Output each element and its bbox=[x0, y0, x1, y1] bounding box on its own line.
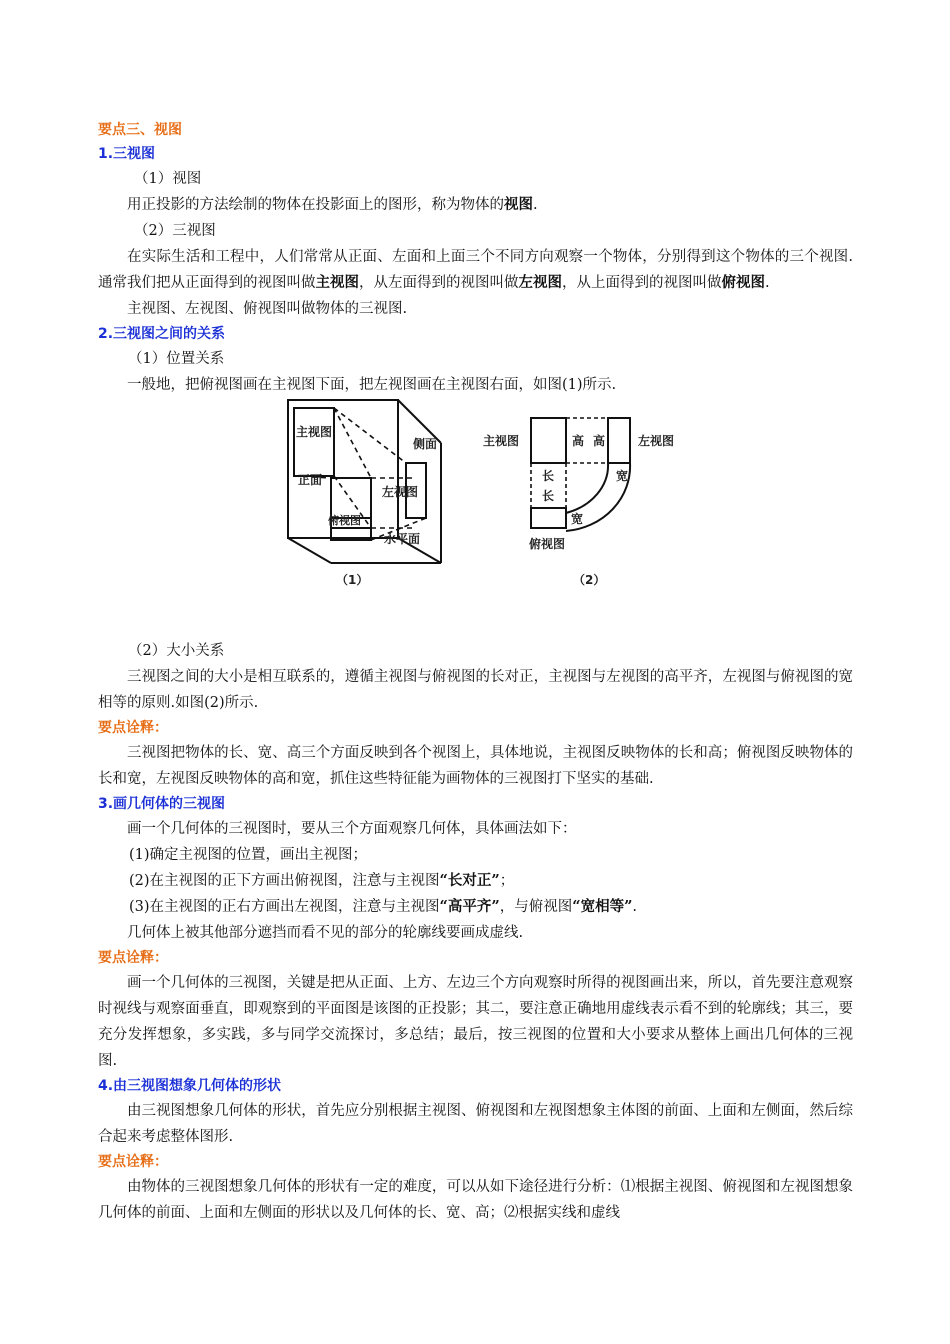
heading-draw-views: 3.画几何体的三视图 bbox=[98, 796, 226, 812]
three-views-summary: 主视图、左视图、俯视图叫做物体的三视图. bbox=[127, 301, 408, 317]
note-paragraph-1: 三视图把物体的长、宽、高三个方面反映到各个视图上，具体地说，主视图反映物体的长和高；俯视图反映物体的长和宽，左视图反映物体的高和宽，抓住这些特征能为画物体的三视图打下坚实的基础. bbox=[98, 745, 853, 787]
fig2-width-label-1: 宽 bbox=[616, 469, 629, 483]
imagine-paragraph: 由三视图想象几何体的形状，首先应分别根据主视图、俯视图和左视图想象主体图的前面、上面和左侧面，然后综合起来考虑整体图形. bbox=[98, 1103, 853, 1145]
section-title: 要点三、视图 bbox=[98, 122, 182, 138]
fig1-main-view-label: 主视图 bbox=[296, 425, 333, 439]
subheading-view: （1）视图 bbox=[134, 171, 202, 187]
note-paragraph-2: 画一个几何体的三视图，关键是把从正面、上方、左边三个方向观察时所得的视图画出来，所以，首先要注意观察时视线与观察面垂直，即观察到的平面图是该图的正投影；其二，要注意正确地用虚线表示看不到的轮廓线；其三，要充分发挥想象，多实践，多与同学交流探讨，多总结；最后，按三视图的位置和大小要求从整体上画出几何体的三视图. bbox=[98, 975, 853, 1069]
heading-three-views: 1.三视图 bbox=[98, 146, 156, 162]
subheading-position: （1）位置关系 bbox=[128, 351, 225, 367]
subheading-size: （2）大小关系 bbox=[128, 643, 225, 659]
draw-step-1: (1)确定主视图的位置，画出主视图； bbox=[129, 847, 368, 863]
subheading-three-views: （2）三视图 bbox=[134, 223, 216, 239]
fig2-length-label-2: 长 bbox=[542, 489, 555, 503]
fig1-horizontal-label: 水平面 bbox=[384, 532, 421, 546]
fig2-top-view-label: 俯视图 bbox=[529, 537, 566, 551]
figure-row bbox=[98, 398, 853, 638]
position-paragraph: 一般地，把俯视图画在主视图下面，把左视图画在主视图右面，如图(1)所示. bbox=[127, 377, 617, 393]
note-label-3: 要点诠释： bbox=[98, 1154, 168, 1170]
document-page bbox=[98, 118, 853, 1226]
fig2-width-label-2: 宽 bbox=[571, 512, 584, 526]
fig2-left-view-label: 左视图 bbox=[638, 434, 675, 448]
view-definition: 用正投影的方法绘制的物体在投影面上的图形，称为物体的视图. bbox=[127, 196, 538, 213]
size-paragraph: 三视图之间的大小是相互联系的，遵循主视图与俯视图的长对正，主视图与左视图的高平齐，左视图与俯视图的宽相等的原则.如图(2)所示. bbox=[98, 669, 853, 711]
fig2-height-label-1: 高 bbox=[572, 434, 585, 448]
fig2-main-view-label: 主视图 bbox=[483, 434, 520, 448]
fig1-left-view-label: 左视图 bbox=[382, 485, 419, 499]
heading-relations: 2.三视图之间的关系 bbox=[98, 326, 226, 342]
figure-1 bbox=[286, 398, 466, 588]
fig2-length-label-1: 长 bbox=[542, 469, 555, 483]
fig1-side-label: 侧面 bbox=[413, 437, 438, 451]
fig2-caption: （2） bbox=[573, 573, 606, 587]
note-label-2: 要点诠释： bbox=[98, 950, 168, 966]
fig2-height-label-2: 高 bbox=[593, 434, 606, 448]
note-paragraph-3: 由物体的三视图想象几何体的形状有一定的难度，可以从如下途径进行分析：⑴根据主视图、俯视图和左视图想象几何体的前面、上面和左侧面的形状以及几何体的长、宽、高；⑵根据实线和虚线 bbox=[98, 1179, 853, 1221]
note-label-1: 要点诠释： bbox=[98, 720, 168, 736]
hidden-lines-paragraph: 几何体上被其他部分遮挡而看不见的部分的轮廓线要画成虚线. bbox=[127, 925, 524, 941]
draw-step-3: (3)在主视图的正右方画出左视图，注意与主视图“高平齐”，与俯视图“宽相等”. bbox=[129, 898, 638, 915]
figure-2 bbox=[483, 408, 703, 598]
heading-imagine-shape: 4.由三视图想象几何体的形状 bbox=[98, 1078, 282, 1094]
three-views-paragraph: 在实际生活和工程中，人们常常从正面、左面和上面三个不同方向观察一个物体，分别得到这个物体的三个视图.通常我们把从正面得到的视图叫做主视图，从左面得到的视图叫做左视图，从上面得到的视图叫做俯视图. bbox=[98, 249, 853, 291]
fig1-top-view-label: 俯视图 bbox=[328, 514, 361, 527]
fig1-caption: （1） bbox=[336, 573, 369, 587]
draw-intro: 画一个几何体的三视图时，要从三个方面观察几何体，具体画法如下： bbox=[127, 821, 577, 837]
draw-step-2: (2)在主视图的正下方画出俯视图，注意与主视图“长对正”； bbox=[129, 872, 515, 889]
fig1-front-label: 正面 bbox=[298, 473, 323, 487]
